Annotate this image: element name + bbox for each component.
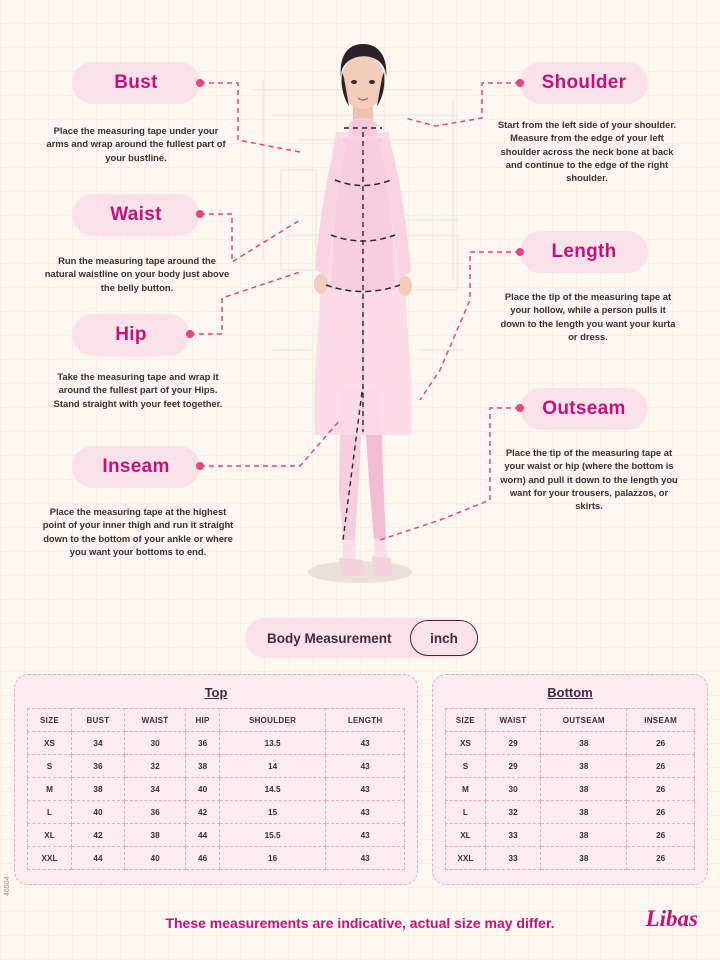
label-outseam-text: Outseam bbox=[542, 398, 626, 419]
desc-shoulder: Start from the left side of your shoulder. Measure from the edge of your left shoulder across the neck bone at back and continue to the edge of the right shoulder. bbox=[497, 119, 677, 184]
label-inseam-text: Inseam bbox=[102, 456, 170, 477]
col-hip: HIP bbox=[186, 709, 220, 732]
desc-inseam: Place the measuring tape at the highest point of your inner thigh and run it straight down to the bottom of your ankle or where you want your bottoms to end. bbox=[42, 506, 234, 558]
label-hip-text: Hip bbox=[115, 324, 147, 345]
label-hip bbox=[72, 314, 190, 356]
connector-dot-length bbox=[516, 248, 524, 256]
connector-dot-bust bbox=[196, 79, 204, 87]
label-waist-text: Waist bbox=[110, 204, 162, 225]
table-header-row bbox=[446, 709, 695, 732]
label-waist bbox=[72, 194, 200, 236]
label-shoulder-text: Shoulder bbox=[541, 72, 627, 93]
table-header-row bbox=[28, 709, 405, 732]
desc-bust: Place the measuring tape under your arms and wrap around the fullest part of your bustline. bbox=[46, 125, 226, 163]
size-table-bottom bbox=[432, 674, 708, 885]
col-inseam: INSEAM bbox=[627, 709, 695, 732]
col-size: SIZE bbox=[28, 709, 72, 732]
unit-toggle-label: inch bbox=[430, 630, 458, 646]
table-row: L 40 36 42 15 43 bbox=[28, 801, 405, 824]
table-row: S 29 38 26 bbox=[446, 755, 695, 778]
desc-waist: Run the measuring tape around the natural waistline on your body just above the belly button. bbox=[44, 255, 230, 293]
footer-note: These measurements are indicative, actual size may differ. bbox=[165, 915, 555, 931]
connector-dot-waist bbox=[196, 210, 204, 218]
table-row: XS 34 30 36 13.5 43 bbox=[28, 732, 405, 755]
col-waist: WAIST bbox=[485, 709, 541, 732]
size-table-top bbox=[14, 674, 418, 885]
desc-outseam: Place the tip of the measuring tape at your waist or hip (where the bottom is worn) and pull it down to the length you want for your trousers, palazzos, or skirts. bbox=[500, 447, 678, 512]
col-bust: BUST bbox=[72, 709, 125, 732]
connector-dot-outseam bbox=[516, 404, 524, 412]
table-row: XS 29 38 26 bbox=[446, 732, 695, 755]
table-row: XL 42 38 44 15.5 43 bbox=[28, 824, 405, 847]
desc-length: Place the tip of the measuring tape at your hollow, while a person pulls it down to the length you want your kurta or dress. bbox=[500, 291, 676, 343]
size-table-bottom-grid bbox=[445, 708, 695, 870]
desc-hip: Take the measuring tape and wrap it around the fullest part of your Hips. Stand straight with your feet together. bbox=[53, 371, 223, 409]
col-size: SIZE bbox=[446, 709, 486, 732]
side-code: 46504 bbox=[4, 876, 11, 896]
body-measurement-title: Body Measurement bbox=[267, 630, 392, 646]
connector-dot-shoulder bbox=[516, 79, 524, 87]
col-shoulder: SHOULDER bbox=[219, 709, 325, 732]
connector-dot-hip bbox=[186, 330, 194, 338]
table-row: M 38 34 40 14.5 43 bbox=[28, 778, 405, 801]
col-waist: WAIST bbox=[124, 709, 185, 732]
size-table-bottom-title: Bottom bbox=[547, 685, 593, 700]
unit-toggle[interactable] bbox=[410, 620, 478, 656]
table-row: S 36 32 38 14 43 bbox=[28, 755, 405, 778]
table-row: XXL 33 38 26 bbox=[446, 847, 695, 870]
table-row: XL 33 38 26 bbox=[446, 824, 695, 847]
col-length: LENGTH bbox=[326, 709, 405, 732]
label-bust bbox=[72, 62, 200, 104]
table-row: M 30 38 26 bbox=[446, 778, 695, 801]
label-length-text: Length bbox=[551, 241, 617, 262]
table-row: L 32 38 26 bbox=[446, 801, 695, 824]
label-shoulder bbox=[520, 62, 648, 104]
label-outseam bbox=[520, 388, 648, 430]
size-table-top-title: Top bbox=[204, 685, 228, 700]
table-row: XXL 44 40 46 16 43 bbox=[28, 847, 405, 870]
col-outseam: OUTSEAM bbox=[541, 709, 627, 732]
label-bust-text: Bust bbox=[114, 72, 158, 93]
size-table-top-grid bbox=[27, 708, 405, 870]
label-length bbox=[520, 231, 648, 273]
brand-logo: Libas bbox=[645, 906, 698, 931]
connector-dot-inseam bbox=[196, 462, 204, 470]
label-inseam bbox=[72, 446, 200, 488]
